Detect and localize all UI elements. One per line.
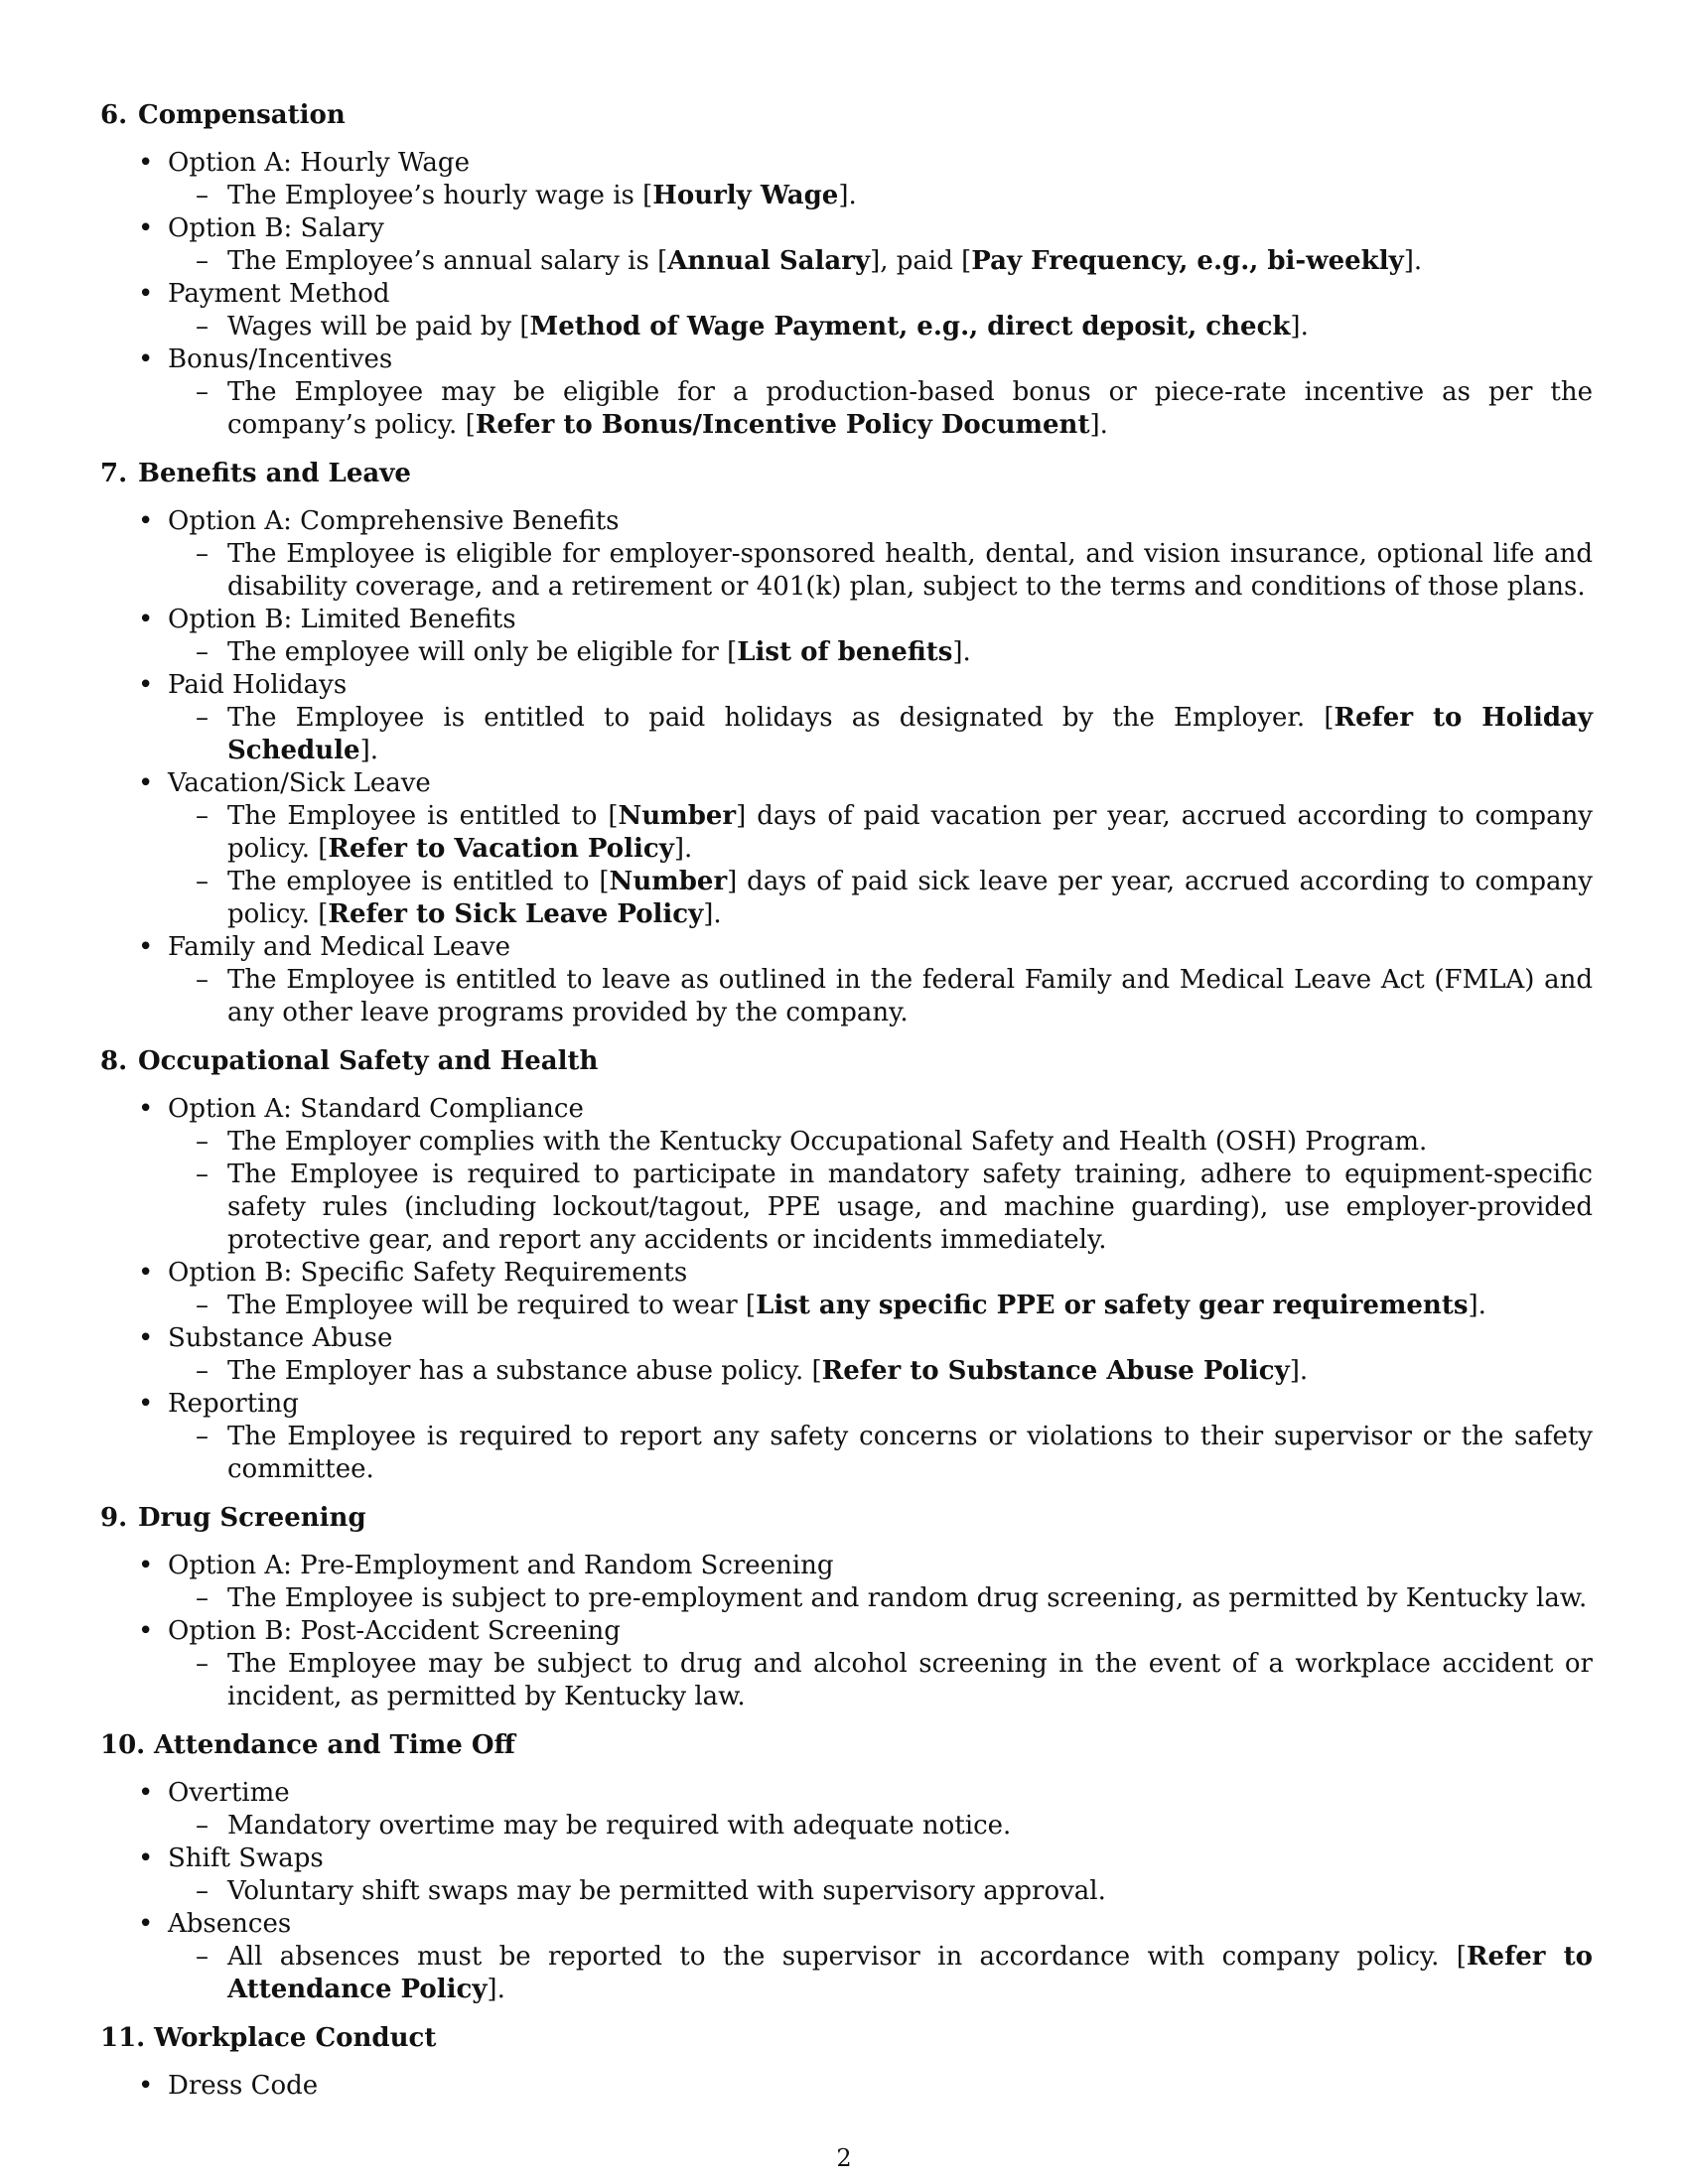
bullet-icon: •	[138, 768, 154, 798]
item-label: Payment Method	[168, 279, 390, 309]
sub-item	[168, 1648, 1593, 1713]
list-item	[100, 278, 1593, 343]
placeholder-text: Refer to Substance Abuse Policy	[821, 1356, 1290, 1386]
sub-item	[168, 800, 1593, 866]
sub-list	[168, 538, 1593, 604]
sub-item-text: All absences must be reported to the supervisor in accordance with company policy. [	[227, 1942, 1467, 1972]
sub-item-text: ].	[1089, 410, 1108, 440]
bullet-icon: •	[138, 148, 154, 178]
sub-item	[168, 636, 1593, 669]
bullet-icon: •	[138, 213, 154, 243]
sub-item-text: The Employee may be subject to drug and alcohol screening in the event of a workplace accident or incident, as permitted by Kentucky law.	[227, 1649, 1593, 1711]
sub-item-text: The Employee is entitled to [	[227, 801, 619, 831]
document-body	[100, 97, 1593, 2116]
item-label: Option B: Limited Benefits	[168, 605, 516, 634]
dash-icon: –	[196, 1356, 209, 1386]
list-item	[100, 604, 1593, 669]
section-title: Attendance and Time Off	[154, 1730, 515, 1760]
bullet-icon: •	[138, 932, 154, 962]
placeholder-text: Method of Wage Payment, e.g., direct deposit, check	[529, 312, 1291, 341]
bullet-icon: •	[138, 279, 154, 309]
section-number: 11.	[100, 2023, 146, 2053]
sub-item-text: ].	[1289, 1356, 1309, 1386]
sub-list	[168, 1941, 1593, 2006]
dash-icon: –	[196, 703, 209, 733]
sub-item-text: ].	[952, 637, 971, 667]
bullet-list	[100, 147, 1593, 442]
section-number: 6.	[100, 100, 128, 130]
sub-item-text: The Employer complies with the Kentucky Occupational Safety and Health (OSH) Program.	[227, 1127, 1428, 1157]
section-heading	[100, 1043, 1593, 1079]
list-item	[100, 931, 1593, 1029]
dash-icon: –	[196, 1942, 209, 1972]
list-item	[100, 669, 1593, 767]
placeholder-text: Annual Salary	[667, 246, 871, 276]
item-label: Option B: Salary	[168, 213, 384, 243]
placeholder-text: List any specific PPE or safety gear requirements	[756, 1291, 1469, 1320]
section-heading	[100, 2020, 1593, 2056]
bullet-icon: •	[138, 2071, 154, 2101]
sub-item-text: The Employee will be required to wear [	[227, 1291, 757, 1320]
dash-icon: –	[196, 1876, 209, 1906]
sub-list	[168, 800, 1593, 931]
section	[100, 456, 1593, 1029]
dash-icon: –	[196, 1583, 209, 1613]
dash-icon: –	[196, 965, 209, 995]
bullet-icon: •	[138, 1843, 154, 1873]
sub-list	[168, 376, 1593, 442]
item-label: Reporting	[168, 1389, 299, 1419]
item-label: Vacation/Sick Leave	[168, 768, 431, 798]
sub-item-text: The Employee is required to report any safety concerns or violations to their supervisor or the safety committee.	[227, 1422, 1593, 1484]
section	[100, 1727, 1593, 2006]
section-title: Occupational Safety and Health	[138, 1046, 599, 1076]
page-number: 2	[836, 2144, 852, 2172]
section-number: 8.	[100, 1046, 128, 1076]
list-item	[100, 1908, 1593, 2006]
sub-item-text: The Employee may be eligible for a production-based bonus or piece-rate incentive as per the company’s policy. [	[227, 377, 1593, 440]
list-item	[100, 1257, 1593, 1322]
section-heading	[100, 1500, 1593, 1536]
dash-icon: –	[196, 867, 209, 896]
sub-item	[168, 1421, 1593, 1486]
list-item	[100, 212, 1593, 278]
sub-item-text: The Employee is entitled to paid holidays as designated by the Employer. [	[227, 703, 1335, 733]
dash-icon: –	[196, 1422, 209, 1451]
dash-icon: –	[196, 1811, 209, 1841]
item-label: Family and Medical Leave	[168, 932, 511, 962]
sub-item	[168, 1810, 1593, 1843]
list-item	[100, 2070, 1593, 2103]
sub-list	[168, 1355, 1593, 1388]
sub-item	[168, 866, 1593, 931]
list-item	[100, 1615, 1593, 1713]
list-item	[100, 1777, 1593, 1843]
section	[100, 97, 1593, 442]
bullet-icon: •	[138, 1258, 154, 1288]
sub-item	[168, 702, 1593, 767]
sub-item	[168, 376, 1593, 442]
item-label: Option A: Comprehensive Benefits	[168, 506, 620, 536]
bullet-list	[100, 505, 1593, 1029]
placeholder-text: Number	[609, 867, 728, 896]
sub-item-text: ].	[359, 736, 378, 765]
bullet-icon: •	[138, 1909, 154, 1939]
dash-icon: –	[196, 377, 209, 407]
item-label: Paid Holidays	[168, 670, 348, 700]
dash-icon: –	[196, 246, 209, 276]
sub-item	[168, 1159, 1593, 1257]
sub-list	[168, 311, 1593, 343]
sub-item-text: ].	[838, 181, 857, 210]
bullet-list	[100, 1550, 1593, 1713]
section-title: Benefits and Leave	[138, 459, 411, 488]
dash-icon: –	[196, 1649, 209, 1679]
bullet-icon: •	[138, 1323, 154, 1353]
section-title: Workplace Conduct	[154, 2023, 437, 2053]
sub-item-text: The employee is entitled to [	[227, 867, 610, 896]
sub-item	[168, 1290, 1593, 1322]
sub-item	[168, 245, 1593, 278]
bullet-icon: •	[138, 344, 154, 374]
bullet-list	[100, 1093, 1593, 1486]
sub-list	[168, 964, 1593, 1029]
bullet-list	[100, 1777, 1593, 2006]
sub-item-text: ].	[703, 899, 722, 929]
sub-item-text: The employee will only be eligible for [	[227, 637, 738, 667]
sub-item-text: ].	[673, 834, 693, 864]
sub-item-text: The Employee’s hourly wage is [	[227, 181, 653, 210]
list-item	[100, 1388, 1593, 1486]
item-label: Substance Abuse	[168, 1323, 393, 1353]
sub-list	[168, 1290, 1593, 1322]
item-label: Option B: Specific Safety Requirements	[168, 1258, 688, 1288]
sub-item-text: The Employee is subject to pre-employment and random drug screening, as permitted by Kentucky law.	[227, 1583, 1588, 1613]
sub-list	[168, 180, 1593, 212]
sub-list	[168, 245, 1593, 278]
section-heading	[100, 1727, 1593, 1763]
section-title: Drug Screening	[138, 1503, 366, 1533]
placeholder-text: List of benefits	[737, 637, 953, 667]
section-number: 9.	[100, 1503, 128, 1533]
sub-list	[168, 1126, 1593, 1257]
sub-list	[168, 1648, 1593, 1713]
sub-item-text: Wages will be paid by [	[227, 312, 530, 341]
sub-item-text: Mandatory overtime may be required with adequate notice.	[227, 1811, 1012, 1841]
list-item	[100, 1550, 1593, 1615]
item-label: Dress Code	[168, 2071, 319, 2101]
bullet-icon: •	[138, 1778, 154, 1808]
sub-item-text: ], paid [	[870, 246, 972, 276]
section	[100, 1500, 1593, 1713]
section-number: 7.	[100, 459, 128, 488]
bullet-icon: •	[138, 1389, 154, 1419]
sub-list	[168, 1582, 1593, 1615]
list-item	[100, 1843, 1593, 1908]
sub-item	[168, 180, 1593, 212]
list-item	[100, 147, 1593, 212]
sub-item-text: The Employer has a substance abuse policy. [	[227, 1356, 822, 1386]
sub-item-text: Voluntary shift swaps may be permitted with supervisory approval.	[227, 1876, 1106, 1906]
section-heading	[100, 456, 1593, 491]
item-label: Absences	[168, 1909, 292, 1939]
bullet-icon: •	[138, 605, 154, 634]
dash-icon: –	[196, 1291, 209, 1320]
sub-item	[168, 1941, 1593, 2006]
sub-item	[168, 311, 1593, 343]
sub-item	[168, 964, 1593, 1029]
sub-list	[168, 702, 1593, 767]
list-item	[100, 767, 1593, 931]
placeholder-text: Refer to Sick Leave Policy	[328, 899, 704, 929]
placeholder-text: Refer to Holiday Schedule	[227, 703, 1593, 765]
dash-icon: –	[196, 1127, 209, 1157]
sub-item-text: The Employee’s annual salary is [	[227, 246, 668, 276]
sub-list	[168, 1810, 1593, 1843]
list-item	[100, 343, 1593, 442]
sub-item-text: ].	[1290, 312, 1309, 341]
sub-item	[168, 538, 1593, 604]
bullet-icon: •	[138, 1551, 154, 1580]
item-label: Shift Swaps	[168, 1843, 324, 1873]
sub-item-text: ].	[487, 1975, 505, 2004]
section-heading	[100, 97, 1593, 133]
sub-item-text: ].	[1468, 1291, 1486, 1320]
sub-list	[168, 1875, 1593, 1908]
bullet-icon: •	[138, 506, 154, 536]
section-number: 10.	[100, 1730, 146, 1760]
sub-item	[168, 1126, 1593, 1159]
placeholder-text: Refer to Bonus/Incentive Policy Document	[475, 410, 1090, 440]
section	[100, 2020, 1593, 2103]
section	[100, 1043, 1593, 1486]
dash-icon: –	[196, 181, 209, 210]
sub-item	[168, 1355, 1593, 1388]
sub-list	[168, 1421, 1593, 1486]
list-item	[100, 505, 1593, 604]
sub-item	[168, 1875, 1593, 1908]
item-label: Overtime	[168, 1778, 290, 1808]
bullet-icon: •	[138, 1094, 154, 1124]
bullet-icon: •	[138, 1616, 154, 1646]
sub-list	[168, 636, 1593, 669]
list-item	[100, 1322, 1593, 1388]
placeholder-text: Refer to Vacation Policy	[328, 834, 674, 864]
bullet-list	[100, 2070, 1593, 2103]
section-title: Compensation	[138, 100, 346, 130]
placeholder-text: Hourly Wage	[652, 181, 839, 210]
item-label: Option B: Post-Accident Screening	[168, 1616, 621, 1646]
dash-icon: –	[196, 312, 209, 341]
dash-icon: –	[196, 801, 209, 831]
item-label: Option A: Hourly Wage	[168, 148, 470, 178]
placeholder-text: Refer to Attendance Policy	[227, 1942, 1594, 2004]
sub-item-text: The Employee is entitled to leave as outlined in the federal Family and Medical Leave Act (FMLA) and any other leave programs provided by the company.	[227, 965, 1593, 1027]
sub-item-text: The Employee is eligible for employer-sponsored health, dental, and vision insurance, optional life and disability coverage, and a retirement or 401(k) plan, subject to the terms and conditions of those plans.	[227, 539, 1593, 602]
dash-icon: –	[196, 637, 209, 667]
item-label: Bonus/Incentives	[168, 344, 393, 374]
list-item	[100, 1093, 1593, 1257]
item-label: Option A: Pre-Employment and Random Screening	[168, 1551, 834, 1580]
sub-item-text: ] days of paid sick leave per year, accrued according to company policy. [	[227, 867, 1593, 929]
placeholder-text: Pay Frequency, e.g., bi-weekly	[971, 246, 1404, 276]
sub-item-text: ].	[1403, 246, 1423, 276]
sub-item-text: ] days of paid vacation per year, accrued according to company policy. [	[227, 801, 1593, 864]
sub-item-text: The Employee is required to participate in mandatory safety training, adhere to equipment-specific safety rules (including lockout/tagout, PPE usage, and machine guarding), use employer-provided protective gear, and report any accidents or incidents immediately.	[227, 1160, 1593, 1255]
dash-icon: –	[196, 1160, 209, 1189]
dash-icon: –	[196, 539, 209, 569]
item-label: Option A: Standard Compliance	[168, 1094, 584, 1124]
sub-item	[168, 1582, 1593, 1615]
bullet-icon: •	[138, 670, 154, 700]
placeholder-text: Number	[618, 801, 737, 831]
